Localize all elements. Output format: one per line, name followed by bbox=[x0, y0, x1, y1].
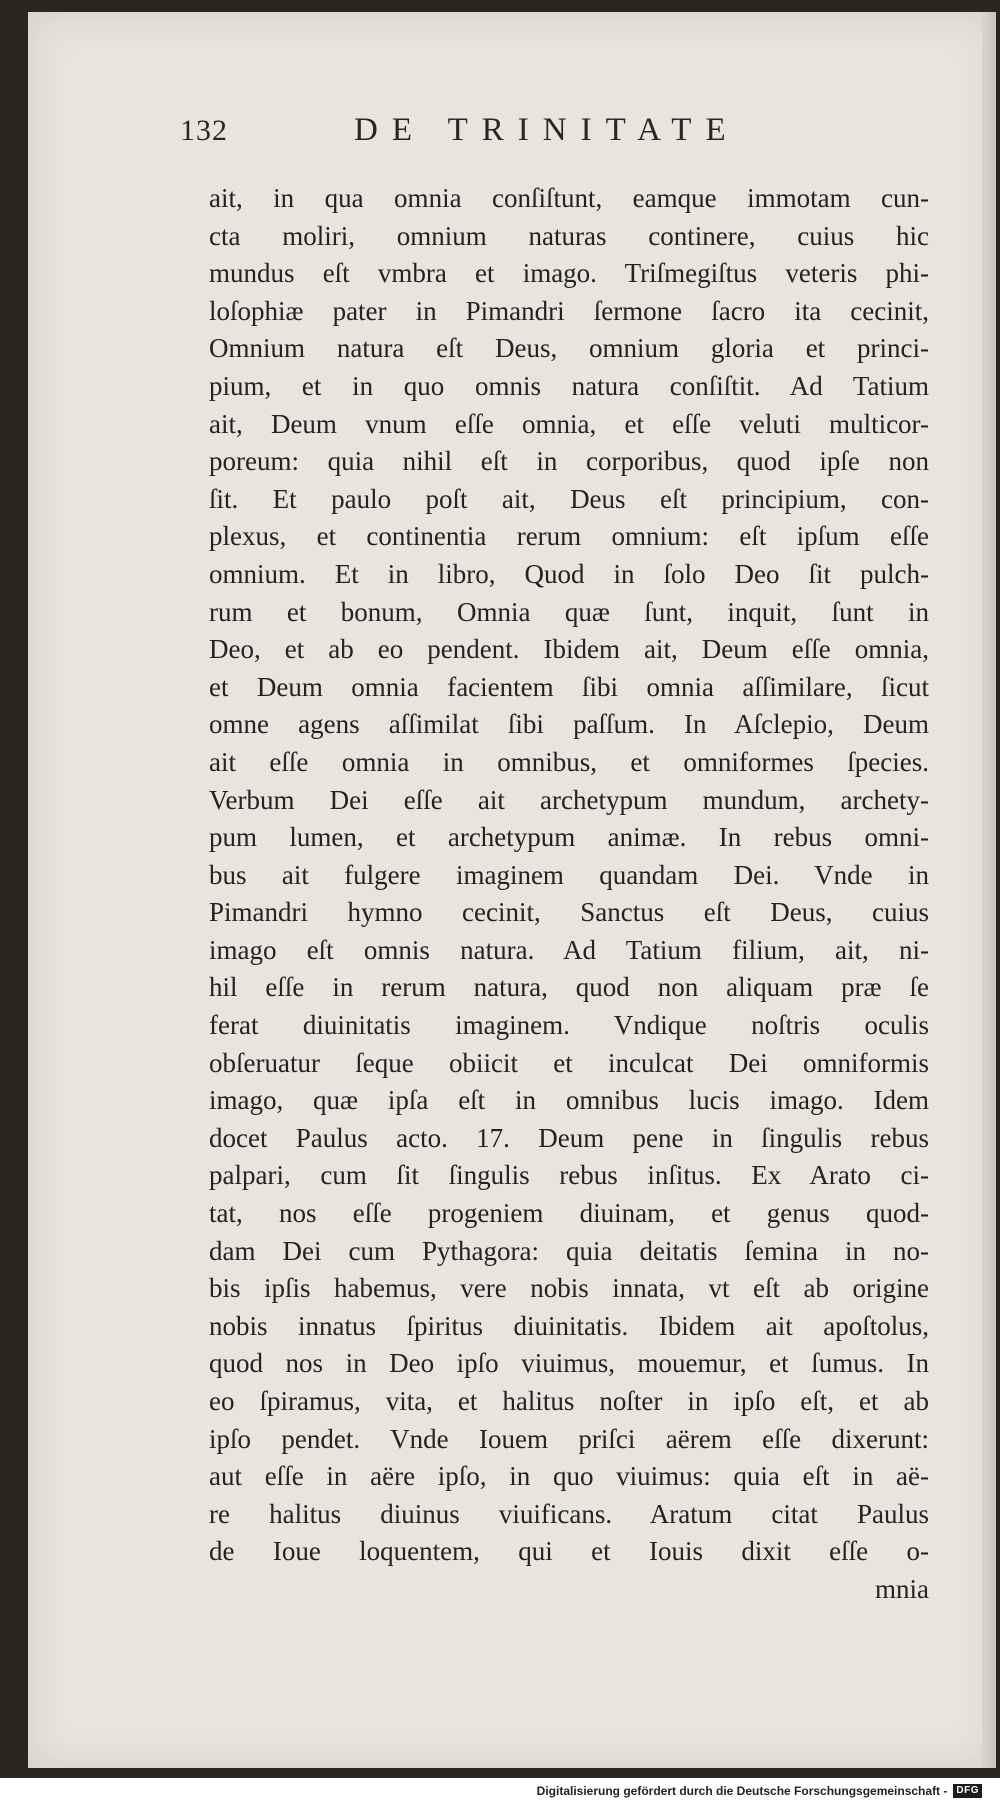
dfg-logo: DFG bbox=[953, 1784, 982, 1798]
text-line: bus ait fulgere imaginem quandam Dei. Vnde in bbox=[209, 859, 929, 890]
text-line: et Deum omnia facientem ſibi omnia aſſimilare, ſicut bbox=[209, 671, 929, 702]
funding-notice: Digitalisierung gefördert durch die Deutsche Forschungsgemeinschaft - bbox=[536, 1784, 948, 1798]
text-line: Deo, et ab eo pendent. Ibidem ait, Deum eſſe omnia, bbox=[209, 634, 929, 665]
text-line: aut eſſe in aëre ipſo, in quo viuimus: quia eſt in aë- bbox=[209, 1461, 929, 1492]
text-line: ferat diuinitatis imaginem. Vndique noſtris oculis bbox=[209, 1010, 929, 1041]
text-line: pium, et in quo omnis natura conſiſtit. Ad Tatium bbox=[209, 370, 929, 401]
text-line: mundus eſt vmbra et imago. Triſmegiſtus veteris phi- bbox=[209, 258, 929, 289]
text-line: ipſo pendet. Vnde Iouem priſci aërem eſſe dixerunt: bbox=[209, 1423, 929, 1454]
text-line: imago, quæ ipſa eſt in omnibus lucis imago. Idem bbox=[209, 1085, 929, 1116]
text-line: quod nos in Deo ipſo viuimus, mouemur, et ſumus. In bbox=[209, 1348, 929, 1379]
text-line: loſophiæ pater in Pimandri ſermone ſacro ita cecinit, bbox=[209, 295, 929, 326]
text-line: omnium. Et in libro, Quod in ſolo Deo ſit pulch- bbox=[209, 558, 929, 589]
text-line: eo ſpiramus, vita, et halitus noſter in ipſo eſt, et ab bbox=[209, 1386, 929, 1416]
text-line: palpari, cum ſit ſingulis rebus inſitus. Ex Arato ci- bbox=[209, 1160, 929, 1191]
text-line: pum lumen, et archetypum animæ. In rebus omni- bbox=[209, 822, 929, 853]
page-number: 132 bbox=[180, 114, 228, 147]
text-line: bis ipſis habemus, vere nobis innata, vt eſt ab origine bbox=[209, 1273, 929, 1304]
text-line: Pimandri hymno cecinit, Sanctus eſt Deus, cuius bbox=[209, 897, 929, 928]
text-line: ſit. Et paulo poſt ait, Deus eſt principium, con- bbox=[209, 483, 929, 514]
text-line: re halitus diuinus viuificans. Aratum citat Paulus bbox=[209, 1498, 929, 1529]
text-line: docet Paulus acto. 17. Deum pene in ſingulis rebus bbox=[209, 1122, 929, 1153]
text-line: dam Dei cum Pythagora: quia deitatis ſemina in no- bbox=[209, 1235, 929, 1266]
page-edge bbox=[982, 12, 996, 1768]
text-line: tat, nos eſſe progeniem diuinam, et genus quod- bbox=[209, 1198, 929, 1229]
running-head bbox=[180, 112, 820, 162]
footer bbox=[537, 1782, 982, 1800]
text-line: imago eſt omnis natura. Ad Tatium filium, ait, ni- bbox=[209, 934, 929, 965]
text-line: rum et bonum, Omnia quæ ſunt, inquit, ſunt in bbox=[209, 596, 929, 627]
text-line: de Ioue loquentem, qui et Iouis dixit eſſe o- bbox=[209, 1536, 929, 1567]
text-line: poreum: quia nihil eſt in corporibus, quod ipſe non bbox=[209, 446, 929, 477]
catchword: mnia bbox=[875, 1573, 929, 1604]
text-line: ait eſſe omnia in omnibus, et omniformes ſpecies. bbox=[209, 746, 929, 777]
text-line: omne agens aſſimilat ſibi paſſum. In Aſclepio, Deum bbox=[209, 709, 929, 740]
page-title: DE TRINITATE bbox=[354, 112, 740, 148]
text-line: cta moliri, omnium naturas continere, cuius hic bbox=[209, 220, 929, 251]
text-line: hil eſſe in rerum natura, quod non aliquam præ ſe bbox=[209, 972, 929, 1003]
text-line: Verbum Dei eſſe ait archetypum mundum, archety- bbox=[209, 784, 929, 815]
body-text bbox=[209, 180, 929, 1609]
text-line: ait, Deum vnum eſſe omnia, et eſſe veluti multicor- bbox=[209, 408, 929, 439]
text-line: Omnium natura eſt Deus, omnium gloria et princi- bbox=[209, 333, 929, 364]
text-line: plexus, et continentia rerum omnium: eſt ipſum eſſe bbox=[209, 521, 929, 552]
text-line: ait, in qua omnia conſiſtunt, eamque immotam cun- bbox=[209, 183, 929, 213]
text-line: obſeruatur ſeque obiicit et inculcat Dei omniformis bbox=[209, 1047, 929, 1078]
text-line: nobis innatus ſpiritus diuinitatis. Ibidem ait apoſtolus, bbox=[209, 1310, 929, 1341]
